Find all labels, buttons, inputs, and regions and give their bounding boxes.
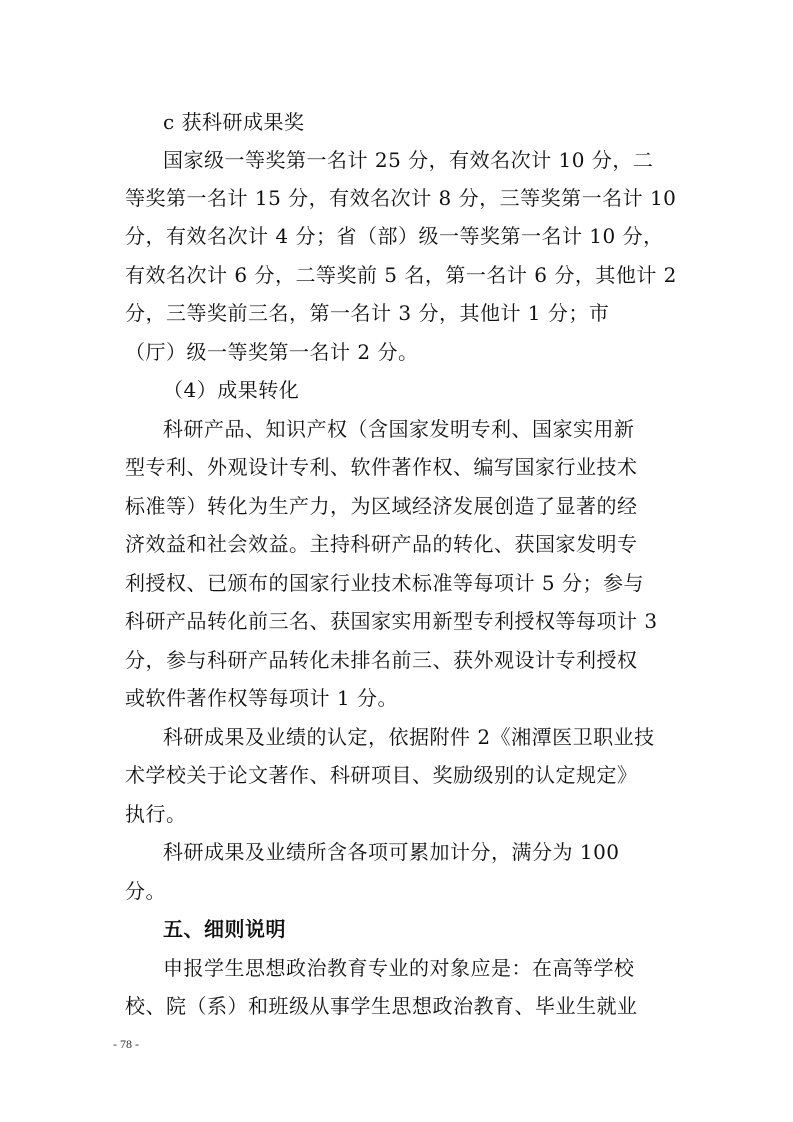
paragraph-line: 济效益和社会效益。主持科研产品的转化、获国家发明专 bbox=[125, 532, 638, 556]
paragraph-line: 术学校关于论文著作、科研项目、奖励级别的认定规定》 bbox=[125, 763, 638, 787]
paragraph-line: 科研产品、知识产权（含国家发明专利、国家实用新 bbox=[163, 417, 635, 441]
paragraph-line: 型专利、外观设计专利、软件著作权、编写国家行业技术 bbox=[125, 455, 638, 479]
section-heading: 五、细则说明 bbox=[163, 917, 286, 941]
paragraph-line: 分，有效名次计 4 分；省（部）级一等奖第一名计 10 分， bbox=[125, 224, 664, 248]
paragraph-line: 校、院（系）和班级从事学生思想政治教育、毕业生就业 bbox=[125, 994, 638, 1018]
paragraph-line: 科研成果及业绩所含各项可累加计分，满分为 100 bbox=[163, 840, 620, 864]
paragraph-line: （厅）级一等奖第一名计 2 分。 bbox=[125, 340, 419, 364]
subheading-research-award: c 获科研成果奖 bbox=[163, 110, 305, 134]
paragraph-line: 等奖第一名计 15 分，有效名次计 8 分，三等奖第一名计 10 bbox=[125, 186, 677, 210]
paragraph-line: 分。 bbox=[125, 879, 166, 903]
paragraph-line: 科研成果及业绩的认定，依据附件 2《湘潭医卫职业技 bbox=[163, 725, 655, 749]
paragraph-line: 科研产品转化前三名、获国家实用新型专利授权等每项计 3 bbox=[125, 609, 658, 633]
paragraph-line: 或软件著作权等每项计 1 分。 bbox=[125, 686, 398, 710]
paragraph-line: 执行。 bbox=[125, 802, 187, 826]
paragraph-line: 申报学生思想政治教育专业的对象应是：在高等学校 bbox=[163, 956, 635, 980]
paragraph-line: 国家级一等奖第一名计 25 分，有效名次计 10 分，二 bbox=[163, 148, 654, 172]
paragraph-line: 有效名次计 6 分，二等奖前 5 名，第一名计 6 分，其他计 2 bbox=[125, 263, 677, 287]
page-number: - 78 - bbox=[113, 1037, 139, 1051]
paragraph-line: 利授权、已颁布的国家行业技术标准等每项计 5 分；参与 bbox=[125, 571, 644, 595]
subheading-achievement-transfer: （4）成果转化 bbox=[163, 378, 300, 402]
paragraph-line: 标准等）转化为生产力，为区域经济发展创造了显著的经 bbox=[125, 494, 638, 518]
paragraph-line: 分，参与科研产品转化未排名前三、获外观设计专利授权 bbox=[125, 648, 638, 672]
paragraph-line: 分，三等奖前三名，第一名计 3 分，其他计 1 分；市 bbox=[125, 301, 610, 325]
